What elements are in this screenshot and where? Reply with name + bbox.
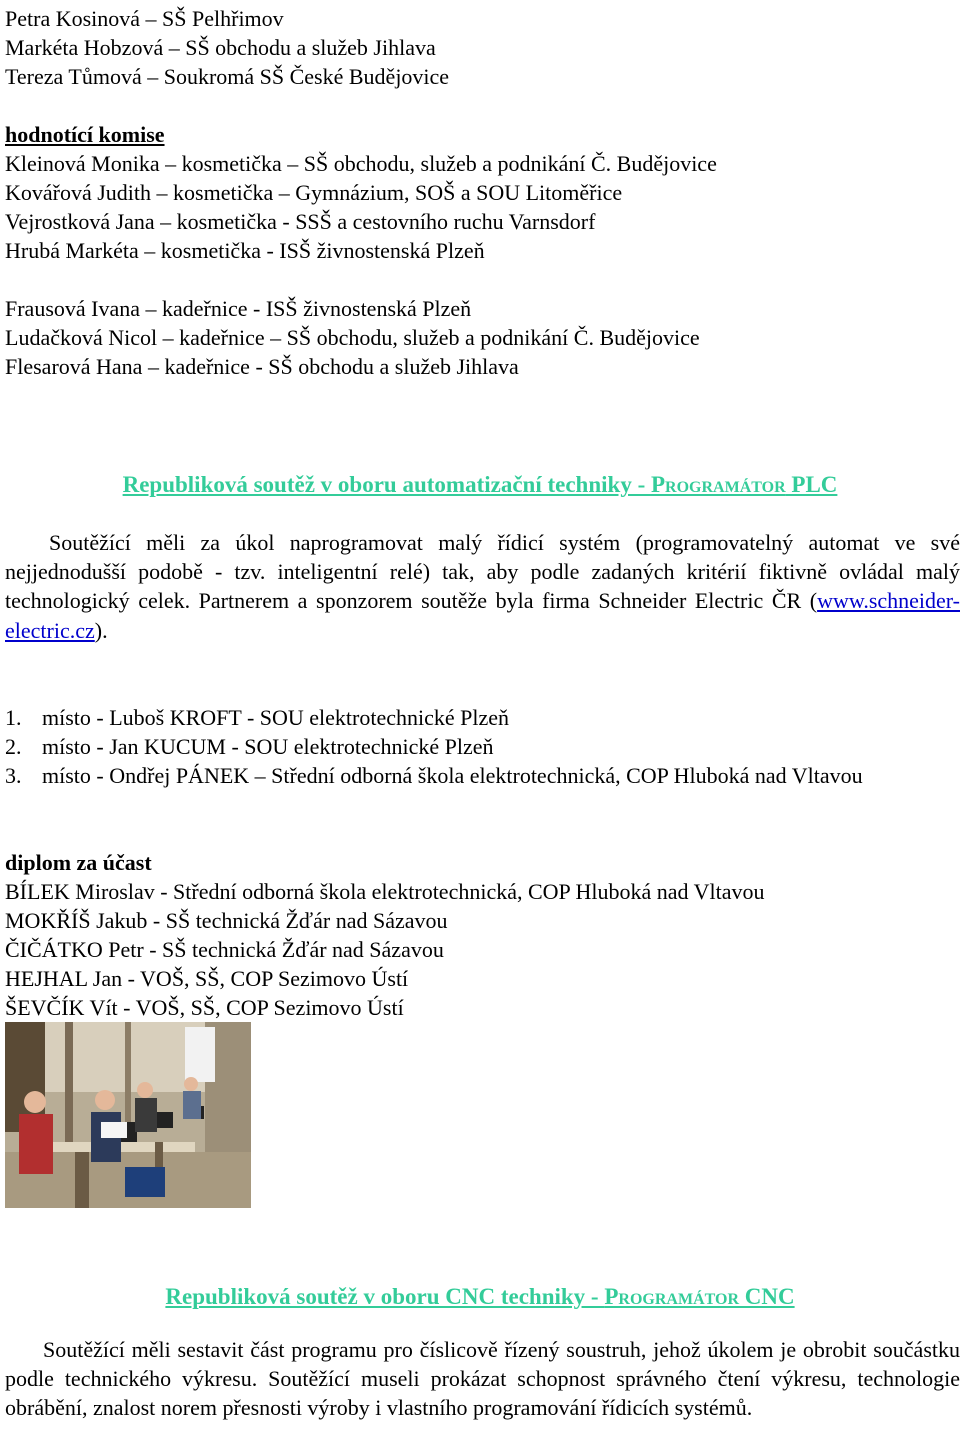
diploma-line: ŠEVČÍK Vít - VOŠ, SŠ, COP Sezimovo Ústí [5, 995, 404, 1020]
result-number: 3. [5, 763, 22, 788]
participant-line: Petra Kosinová – SŠ Pelhřimov [5, 6, 284, 31]
plc-heading-suffix: PLC [785, 472, 838, 497]
plc-description [5, 528, 960, 645]
result-text: místo - Luboš KROFT - SOU elektrotechnické Plzeň [42, 705, 510, 730]
committee-member: Kleinová Monika – kosmetička – SŠ obchodu, služeb a podnikání Č. Budějovice [5, 151, 717, 176]
diploma-line: BÍLEK Miroslav - Střední odborná škola elektrotechnická, COP Hluboká nad Vltavou [5, 879, 765, 904]
cnc-heading-suffix: CNC [739, 1284, 795, 1309]
cnc-heading-prefix: Republiková soutěž v oboru CNC techniky - [165, 1284, 605, 1309]
competition-photo-illustration [5, 1022, 251, 1208]
diploma-title: diplom za účast [5, 850, 152, 875]
diploma-line: HEJHAL Jan - VOŠ, SŠ, COP Sezimovo Ústí [5, 966, 409, 991]
schneider-link[interactable]: www.schneider-electric.cz [5, 588, 960, 643]
committee-title: hodnotící komise [5, 122, 165, 147]
result-text: místo - Ondřej PÁNEK – Střední odborná škola elektrotechnická, COP Hluboká nad Vltavou [42, 763, 863, 788]
plc-heading [0, 471, 960, 499]
result-text: místo - Jan KUCUM - SOU elektrotechnické Plzeň [42, 734, 494, 759]
cnc-description: Soutěžící měli sestavit část programu pro číslicově řízený soustruh, jehož úkolem je obrobit součástku podle technického výkresu. Soutěžící museli prokázat schopnost správného čtení výkresu, technologie obrábění, znalost norem přesnosti výroby i vlastního programování řídicích systémů. [5, 1337, 960, 1421]
committee-member: Kovářová Judith – kosmetička – Gymnázium, SOŠ a SOU Litoměřice [5, 180, 623, 205]
competition-photo [5, 1022, 251, 1208]
result-number: 2. [5, 734, 22, 759]
cnc-heading-smallcaps: Programátor [604, 1284, 740, 1309]
committee-member: Hrubá Markéta – kosmetička - ISŠ živnostenská Plzeň [5, 238, 485, 263]
committee-member: Ludačková Nicol – kadeřnice – SŠ obchodu, služeb a podnikání Č. Budějovice [5, 325, 700, 350]
plc-description-end: ). [94, 617, 108, 643]
committee-member: Vejrostková Jana – kosmetička - SSŠ a cestovního ruchu Varnsdorf [5, 209, 596, 234]
diploma-line: MOKŘÍŠ Jakub - SŠ technická Žďár nad Sázavou [5, 908, 448, 933]
plc-heading-prefix: Republiková soutěž v oboru automatizační techniky - [122, 472, 651, 497]
cnc-heading [0, 1283, 960, 1311]
committee-member: Flesarová Hana – kadeřnice - SŠ obchodu a služeb Jihlava [5, 354, 519, 379]
diploma-line: ČIČÁTKO Petr - SŠ technická Žďár nad Sázavou [5, 937, 444, 962]
plc-description-text: Soutěžící měli za úkol naprogramovat malý řídicí systém (programovatelný automat ve své nejjednodušší podobě - tzv. inteligentní relé) tak, aby podle zadaných kritérií fiktivně ovládal malý technologický celek. Partnerem a sponzorem soutěže byla firma Schneider Electric ČR ( [5, 530, 960, 614]
committee-member: Frausová Ivana – kadeřnice - ISŠ živnostenská Plzeň [5, 296, 472, 321]
plc-heading-smallcaps: Programátor [650, 472, 786, 497]
participant-line: Tereza Tůmová – Soukromá SŠ České Budějovice [5, 64, 450, 89]
result-number: 1. [5, 705, 22, 730]
participant-line: Markéta Hobzová – SŠ obchodu a služeb Jihlava [5, 35, 436, 60]
